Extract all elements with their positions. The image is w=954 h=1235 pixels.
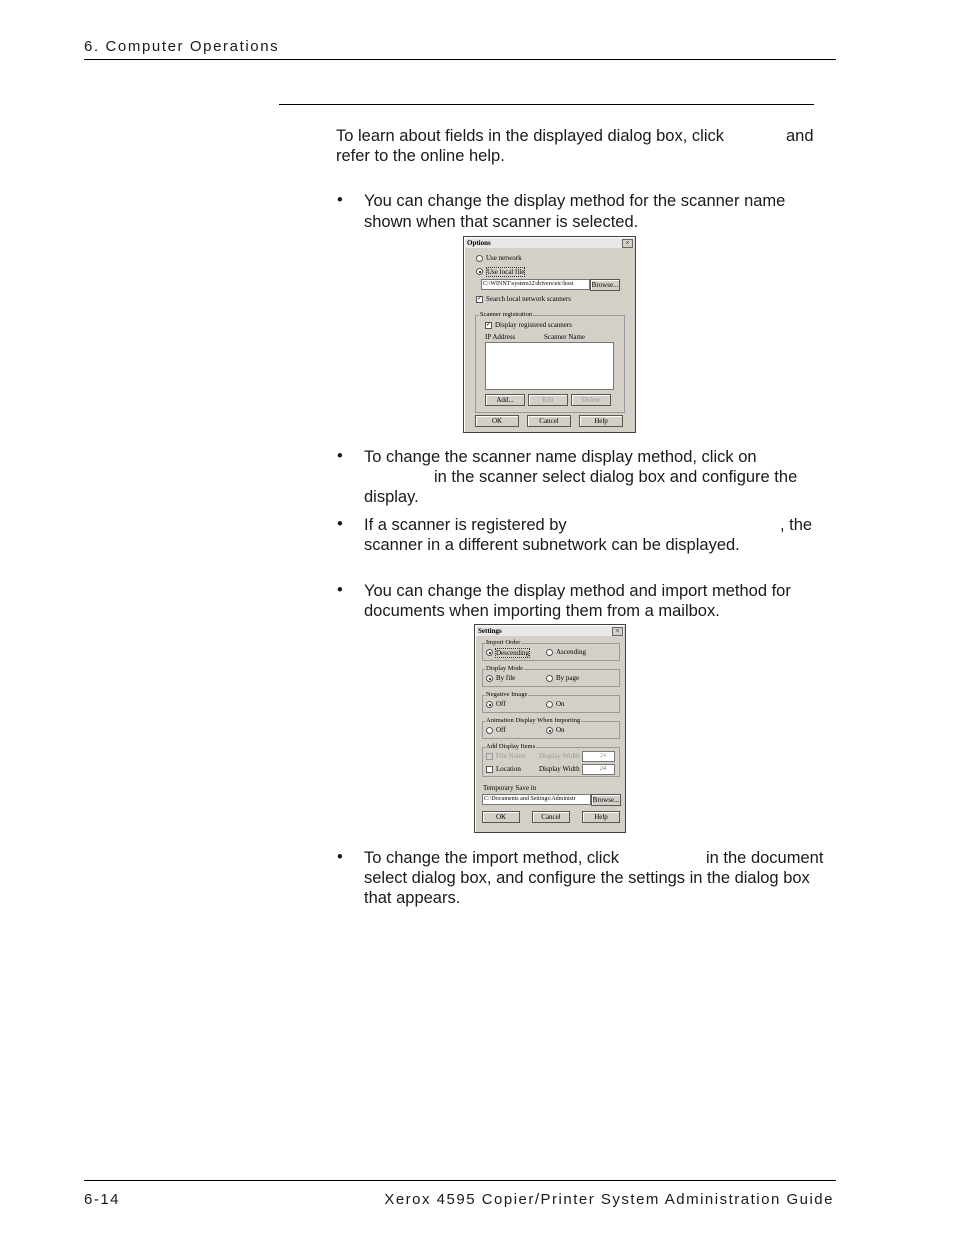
section-rule (279, 104, 814, 105)
bullet-4-line-2: documents when importing them from a mailbox. (364, 602, 720, 620)
add-button[interactable]: Add... (485, 394, 525, 406)
options-dialog-title: Options (465, 238, 634, 248)
close-icon[interactable]: × (612, 627, 623, 636)
bullet-marker: • (337, 848, 343, 866)
bullet-marker: • (337, 515, 343, 533)
intro-line-1-end: and (786, 127, 814, 145)
temp-save-label: Temporary Save in (483, 784, 537, 792)
edit-button[interactable]: Edit (528, 394, 568, 406)
settings-dialog (474, 624, 626, 833)
descending-label: Descending (496, 649, 530, 657)
negative-off-label: Off (496, 700, 506, 708)
bullet-marker: • (337, 447, 343, 465)
bullet-3-line-2: scanner in a different subnetwork can be displayed. (364, 536, 740, 554)
delete-button[interactable]: Delete (571, 394, 611, 406)
location-checkbox[interactable] (486, 766, 493, 773)
bullet-4-line-1: You can change the display method and import method for (364, 582, 791, 600)
search-local-checkbox[interactable]: ✓ (477, 296, 483, 302)
bullet-3-line-1b: , the (780, 516, 813, 534)
add-display-items-label: Add Display Items (486, 743, 536, 750)
display-registered-label: Display registered scanners (495, 321, 572, 329)
cancel-button[interactable]: Cancel (527, 415, 571, 427)
negative-on-label: On (556, 700, 565, 708)
scanner-registration-label: Scanner registration (480, 311, 533, 318)
hosts-path-field[interactable]: C:\WINNT\system32\drivers\etc\host (481, 279, 590, 290)
location-width-label: Display Width (539, 765, 580, 773)
animation-off-label: Off (496, 726, 506, 734)
settings-dialog-title: Settings (476, 626, 624, 636)
file-name-label: File Name (496, 752, 526, 760)
animation-on-radio[interactable] (546, 727, 553, 734)
display-mode-label: Display Mode (486, 665, 524, 672)
scanner-list[interactable] (485, 342, 614, 390)
chapter-header: 6. Computer Operations (84, 38, 280, 55)
help-button[interactable]: Help (582, 811, 620, 823)
intro-line-2: refer to the online help. (336, 147, 505, 165)
bullet-2-line-2: in the scanner select dialog box and configure the (434, 468, 798, 486)
bullet-marker: • (337, 191, 343, 209)
ascending-label: Ascending (556, 648, 586, 656)
temp-path-field[interactable]: C:\Documents and Settings\Administr (482, 794, 591, 805)
negative-off-radio[interactable] (486, 701, 493, 708)
bullet-1-line-2: shown when that scanner is selected. (364, 213, 639, 231)
descending-radio[interactable] (486, 649, 493, 656)
bullet-3-line-1a: If a scanner is registered by (364, 516, 567, 534)
ascending-radio[interactable] (546, 649, 553, 656)
location-label: Location (496, 765, 521, 773)
header-rule (84, 59, 836, 60)
negative-on-radio[interactable] (546, 701, 553, 708)
file-name-checkbox[interactable] (486, 753, 493, 760)
search-local-label: Search local network scanners (486, 295, 571, 303)
bullet-5-line-1a: To change the import method, click (364, 849, 619, 867)
use-network-label: Use network (486, 254, 522, 262)
by-page-label: By page (556, 674, 580, 682)
browse-button[interactable]: Browse... (591, 281, 619, 289)
display-registered-checkbox[interactable]: ✓ (486, 322, 492, 328)
bullet-5-line-2: select dialog box, and configure the settings in the dialog box (364, 869, 810, 887)
cancel-button[interactable]: Cancel (532, 811, 570, 823)
close-icon[interactable]: × (622, 239, 633, 248)
ip-address-column: IP Address (485, 333, 516, 341)
file-name-width-label: Display Width (539, 752, 580, 760)
negative-image-label: Negative Image (486, 691, 528, 698)
use-network-radio[interactable] (476, 255, 483, 262)
ok-button[interactable]: OK (475, 415, 519, 427)
import-order-label: Import Order (486, 639, 521, 646)
bullet-marker: • (337, 581, 343, 599)
bullet-1-line-1: You can change the display method for the scanner name (364, 192, 786, 210)
by-file-radio[interactable] (486, 675, 493, 682)
location-width-field[interactable]: 24 (582, 764, 615, 775)
use-local-file-label: Use local file (487, 268, 525, 276)
ok-button[interactable]: OK (482, 811, 520, 823)
browse-button[interactable]: Browse... (592, 796, 620, 804)
animation-label: Animation Display When Importing (486, 717, 581, 724)
file-name-width-field[interactable]: 24 (582, 751, 615, 762)
scanner-name-column: Scanner Name (544, 333, 586, 341)
bullet-5-line-3: that appears. (364, 889, 461, 907)
help-button[interactable]: Help (579, 415, 623, 427)
intro-line-1: To learn about fields in the displayed dialog box, click (336, 127, 724, 145)
by-page-radio[interactable] (546, 675, 553, 682)
bullet-2-line-3: display. (364, 488, 419, 506)
bullet-2-line-1: To change the scanner name display method, click on (364, 448, 757, 466)
options-dialog (463, 236, 636, 433)
footer-rule (84, 1180, 836, 1181)
use-local-file-radio[interactable] (476, 268, 483, 275)
animation-off-radio[interactable] (486, 727, 493, 734)
animation-on-label: On (556, 726, 565, 734)
by-file-label: By file (496, 674, 516, 682)
guide-title: Xerox 4595 Copier/Printer System Administration Guide (384, 1191, 834, 1208)
bullet-5-line-1b: in the document (706, 849, 824, 867)
page-number: 6-14 (84, 1191, 121, 1208)
